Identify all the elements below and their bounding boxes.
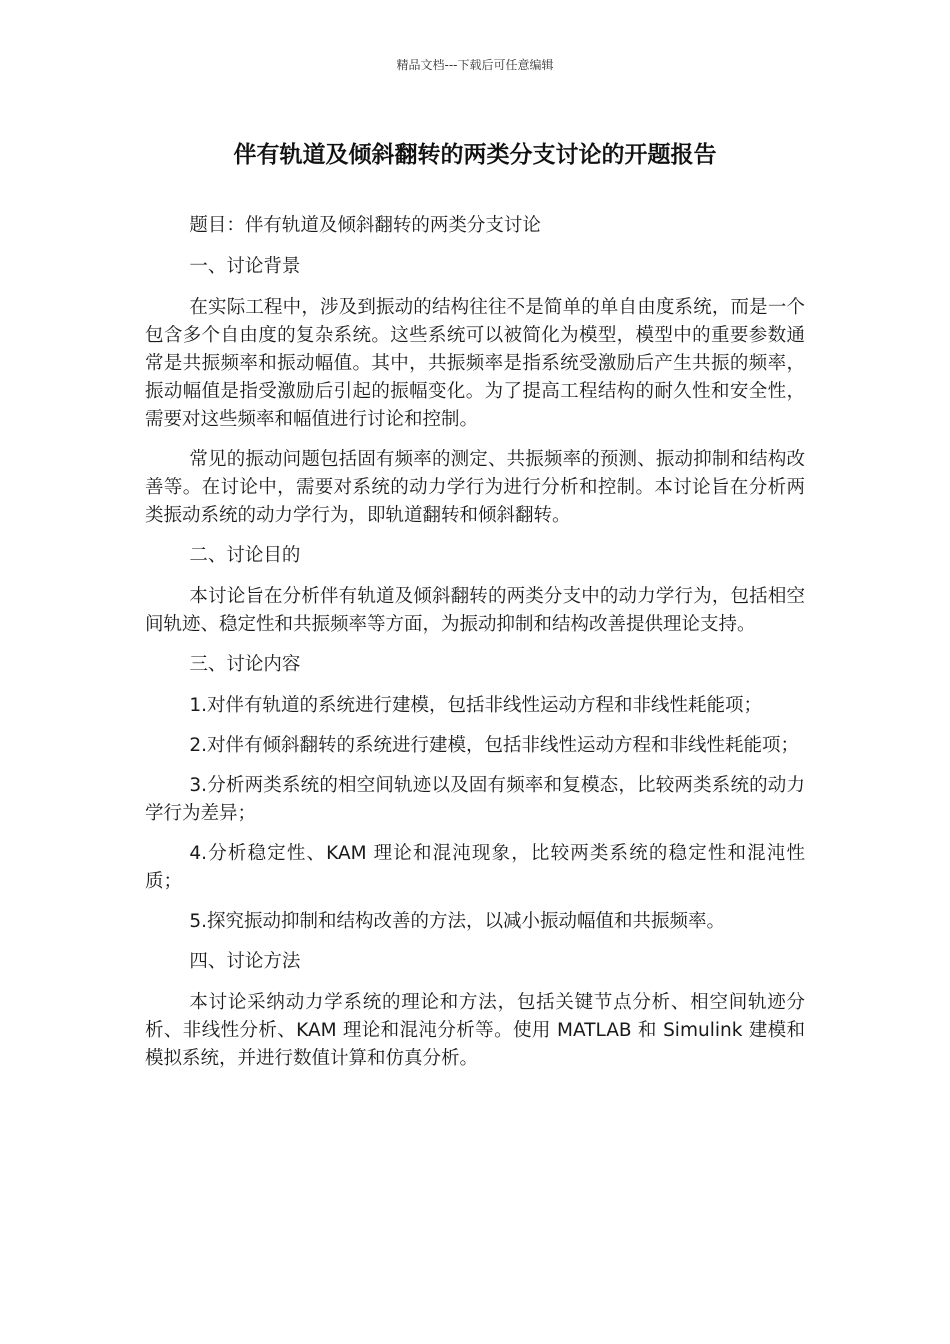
topic-line: 题目：伴有轨道及倾斜翻转的两类分支讨论 — [189, 215, 541, 236]
paragraph-purpose-1: 本讨论旨在分析伴有轨道及倾斜翻转的两类分支中的动力学行为，包括相空间轨迹、稳定性和共振频率等方面，为振动抑制和结构改善提供理论支持。 — [145, 586, 805, 635]
content-item-1: 1.对伴有轨道的系统进行建模，包括非线性运动方程和非线性耗能项； — [189, 695, 763, 716]
content-item-5: 5.探究振动抑制和结构改善的方法，以减小振动幅值和共振频率。 — [189, 911, 726, 932]
header-watermark: 精品文档---下载后可任意编辑 — [396, 58, 554, 72]
paragraph-method-1: 本讨论采纳动力学系统的理论和方法，包括关键节点分析、相空间轨迹分析、非线性分析、KAM 理论和混沌分析等。使用 MATLAB 和 Simulink 建模和模拟系统，并进行数值计算和仿真分析。 — [145, 992, 805, 1069]
content-item-4: 4.分析稳定性、KAM 理论和混沌现象，比较两类系统的稳定性和混沌性质； — [145, 843, 805, 892]
section-heading-method: 四、讨论方法 — [189, 951, 301, 972]
section-heading-background: 一、讨论背景 — [189, 256, 301, 277]
document-title: 伴有轨道及倾斜翻转的两类分支讨论的开题报告 — [233, 142, 717, 168]
section-heading-content: 三、讨论内容 — [189, 654, 301, 675]
paragraph-background-2: 常见的振动问题包括固有频率的测定、共振频率的预测、振动抑制和结构改善等。在讨论中，需要对系统的动力学行为进行分析和控制。本讨论旨在分析两类振动系统的动力学行为，即轨道翻转和倾斜翻转。 — [145, 449, 805, 526]
section-heading-purpose: 二、讨论目的 — [189, 545, 301, 566]
paragraph-background-1: 在实际工程中，涉及到振动的结构往往不是简单的单自由度系统，而是一个包含多个自由度的复杂系统。这些系统可以被简化为模型，模型中的重要参数通常是共振频率和振动幅值。其中，共振频率是指系统受激励后产生共振的频率，振动幅值是指受激励后引起的振幅变化。为了提高工程结构的耐久性和安全性，需要对这些频率和幅值进行讨论和控制。 — [145, 297, 805, 430]
content-item-2: 2.对伴有倾斜翻转的系统进行建模，包括非线性运动方程和非线性耗能项； — [189, 735, 800, 756]
content-item-3: 3.分析两类系统的相空间轨迹以及固有频率和复模态，比较两类系统的动力学行为差异； — [145, 775, 805, 824]
document-body — [145, 212, 805, 1085]
